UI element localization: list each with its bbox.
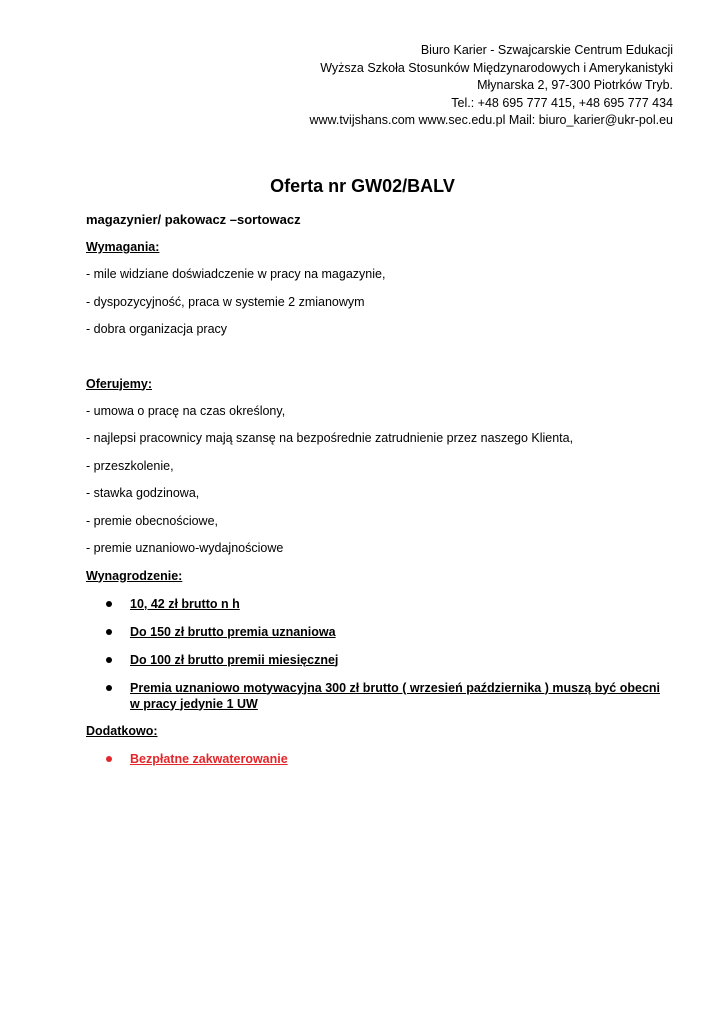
header-org-name: Biuro Karier - Szwajcarskie Centrum Edukacji [420,43,673,57]
offer-item: - premie uznaniowo-wydajnościowe [86,541,284,555]
additional-item [86,751,666,767]
bullet-icon [106,601,112,607]
salary-item [86,680,666,712]
salary-item-text: 10, 42 zł brutto n h [130,596,240,611]
requirements-heading: Wymagania: [86,240,160,254]
additional-item-text: Bezpłatne zakwaterowanie [130,751,288,766]
offer-item: - stawka godzinowa, [86,486,200,500]
header-school-name: Wyższa Szkoła Stosunków Międzynarodowych i Amerykanistyki [320,60,673,75]
requirement-item: - dobra organizacja pracy [86,322,228,336]
offer-item: - przeszkolenie, [86,458,174,473]
requirement-item: - mile widziane doświadczenie w pracy na magazynie, [86,267,386,281]
header-address: Młynarska 2, 97-300 Piotrków Tryb. [477,78,673,92]
bullet-icon [106,629,112,635]
salary-item [86,624,666,640]
offer-item: - umowa o pracę na czas określony, [86,403,286,418]
section-spacer [86,350,666,377]
offer-title: Oferta nr GW02/BALV [270,176,455,196]
offer-item: - najlepsi pracownicy mają szansę na bezpośrednie zatrudnienie przez naszego Klienta, [86,431,574,445]
offer-item: - premie obecnościowe, [86,513,219,528]
additional-list [86,751,666,767]
offer-content [86,212,666,779]
bullet-icon [106,657,112,663]
salary-heading: Wynagrodzenie: [86,568,183,583]
salary-list [86,596,666,712]
offer-heading: Oferujemy: [86,376,152,391]
header-phone: Tel.: +48 695 777 415, +48 695 777 434 [451,95,673,110]
salary-item-text: Premia uznaniowo motywacyjna 300 zł brutto ( wrzesień października ) muszą być obecni w pracy jedynie 1 UW [130,680,660,711]
requirement-item: - dyspozycyjność, praca w systemie 2 zmianowym [86,294,365,309]
position-title: magazynier/ pakowacz –sortowacz [86,212,301,227]
salary-item-text: Do 100 zł brutto premii miesięcznej [130,652,339,667]
contact-header [309,42,673,130]
salary-item-text: Do 150 zł brutto premia uznaniowa [130,624,336,639]
bullet-icon [106,685,112,691]
header-web-mail: www.tvijshans.com www.sec.edu.pl Mail: biuro_karier@ukr-pol.eu [309,113,673,127]
salary-item [86,596,666,612]
bullet-icon [106,756,112,762]
additional-heading: Dodatkowo: [86,723,158,738]
salary-item [86,652,666,668]
